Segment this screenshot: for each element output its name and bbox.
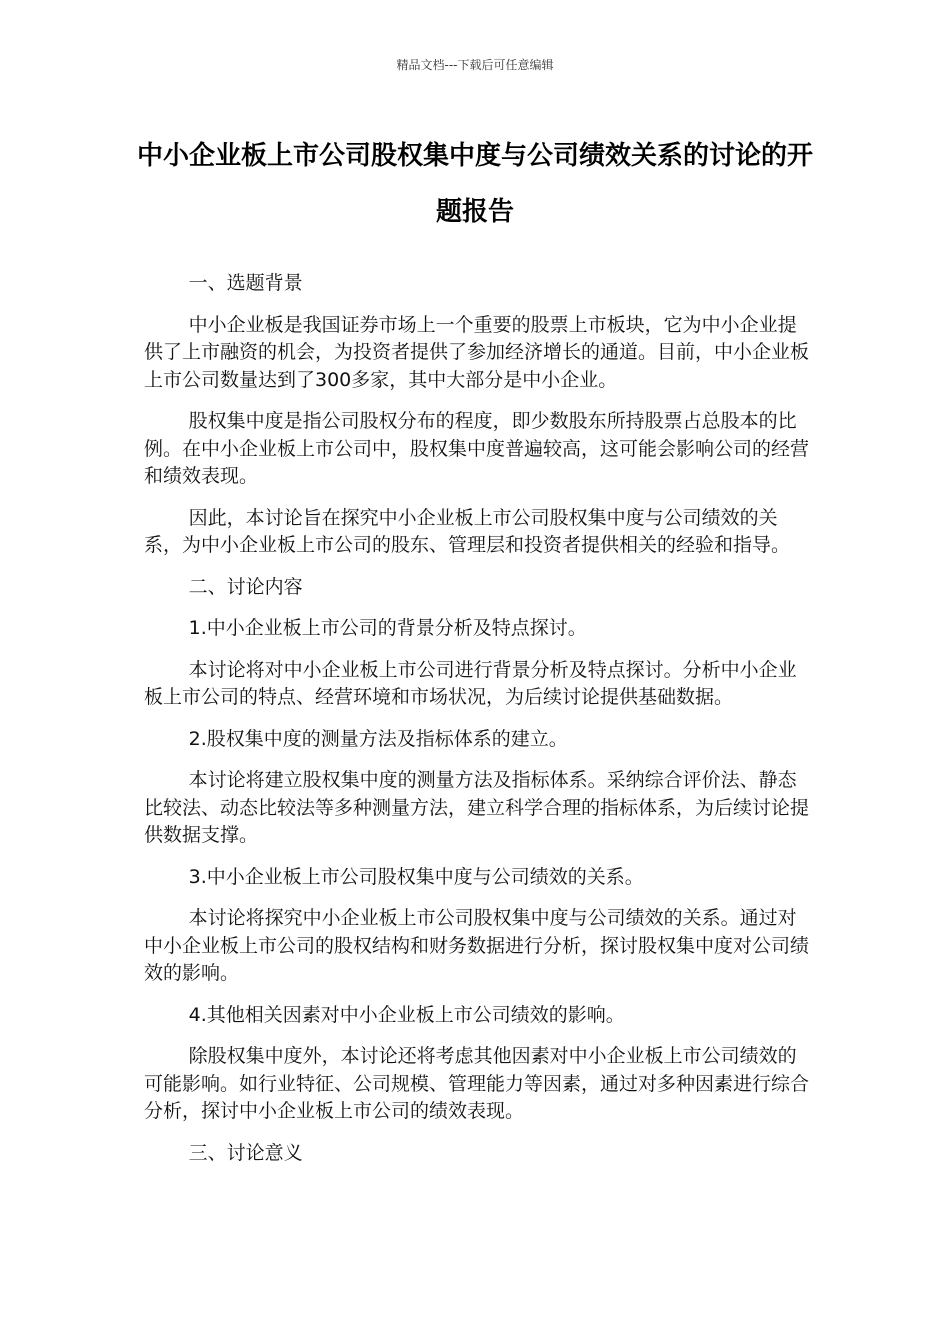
subheading-2: 2.股权集中度的测量方法及指标体系的建立。 xyxy=(188,727,568,750)
page-header: 精品文档---下载后可任意编辑 xyxy=(396,58,554,72)
section-heading-background: 一、选题背景 xyxy=(188,272,303,294)
paragraph: 本讨论将探究中小企业板上市公司股权集中度与公司绩效的关系。通过对中小企业板上市公司的股权结构和财务数据进行分析，探讨股权集中度对公司绩效的影响。 xyxy=(144,907,810,984)
section-heading-content: 二、讨论内容 xyxy=(188,575,303,598)
paragraph: 除股权集中度外，本讨论还将考虑其他因素对中小企业板上市公司绩效的可能影响。如行业特征、公司规模、管理能力等因素，通过对多种因素进行综合分析，探讨中小企业板上市公司的绩效表现。 xyxy=(144,1045,810,1122)
paragraph: 本讨论将建立股权集中度的测量方法及指标体系。采纳综合评价法、静态比较法、动态比较法等多种测量方法，建立科学合理的指标体系，为后续讨论提供数据支撑。 xyxy=(144,769,810,846)
paragraph: 股权集中度是指公司股权分布的程度，即少数股东所持股票占总股本的比例。在中小企业板上市公司中，股权集中度普遍较高，这可能会影响公司的经营和绩效表现。 xyxy=(144,410,810,487)
paragraph: 因此，本讨论旨在探究中小企业板上市公司股权集中度与公司绩效的关系，为中小企业板上市公司的股东、管理层和投资者提供相关的经验和指导。 xyxy=(144,506,791,556)
paragraph: 中小企业板是我国证券市场上一个重要的股票上市板块，它为中小企业提供了上市融资的机会，为投资者提供了参加经济增长的通道。目前，中小企业板上市公司数量达到了300多家，其中大部分是中小企业。 xyxy=(144,313,810,391)
paragraph: 本讨论将对中小企业板上市公司进行背景分析及特点探讨。分析中小企业板上市公司的特点、经营环境和市场状况，为后续讨论提供基础数据。 xyxy=(144,658,797,708)
subheading-4: 4.其他相关因素对中小企业板上市公司绩效的影响。 xyxy=(188,1003,625,1026)
section-heading-significance: 三、讨论意义 xyxy=(188,1141,303,1164)
document-body xyxy=(144,270,810,1181)
document-title: 中小企业板上市公司股权集中度与公司绩效关系的讨论的开题报告 xyxy=(136,141,813,227)
subheading-1: 1.中小企业板上市公司的背景分析及特点探讨。 xyxy=(188,617,587,639)
subheading-3: 3.中小企业板上市公司股权集中度与公司绩效的关系。 xyxy=(188,865,644,888)
